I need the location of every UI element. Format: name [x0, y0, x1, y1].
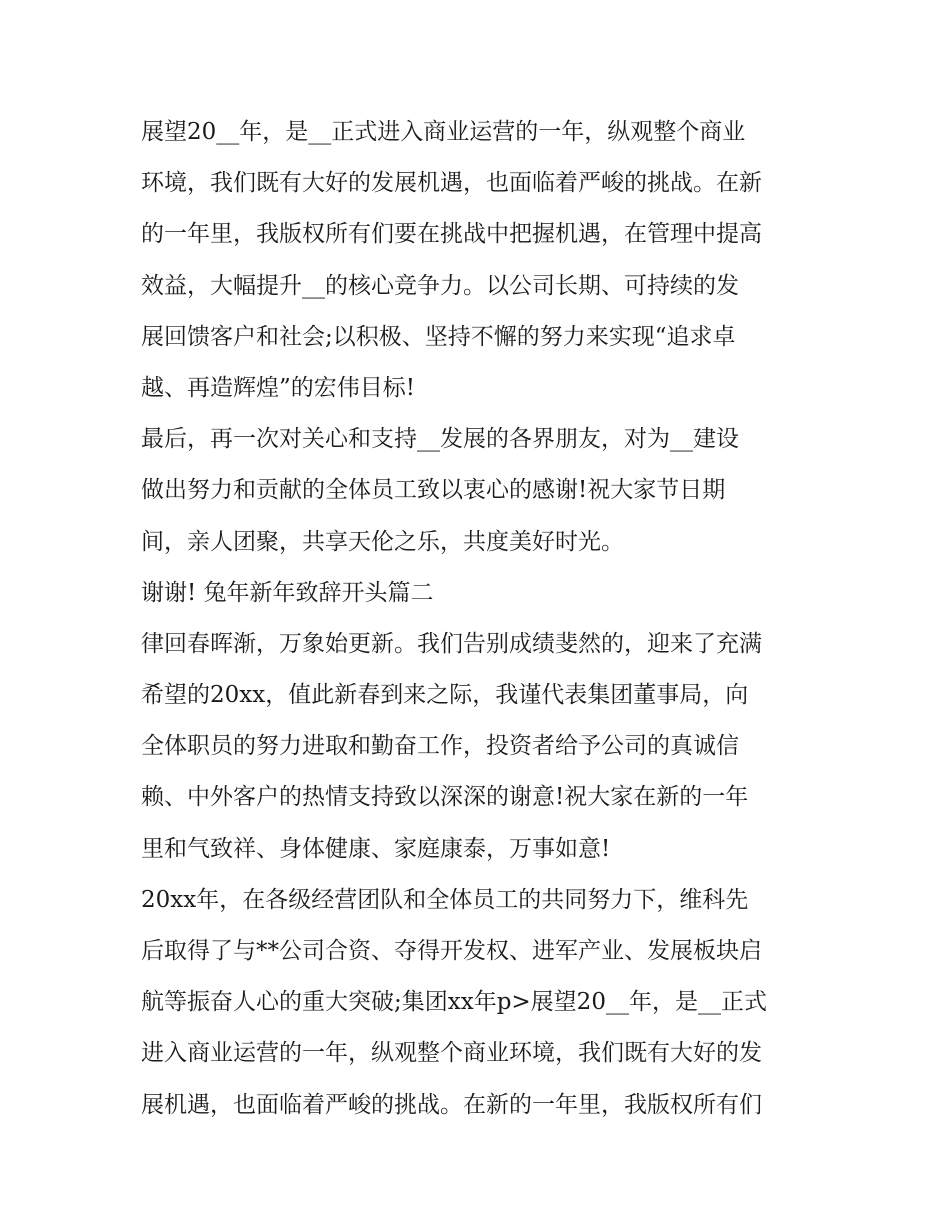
text-line: 里和气致祥、身体健康、家庭康泰，万事如意!: [141, 835, 611, 862]
text-line: 进入商业运营的一年，纵观整个商业环境，我们既有大好的发: [141, 1040, 762, 1067]
text-line: 做出努力和贡献的全体员工致以衷心的感谢!祝大家节日期: [141, 477, 726, 504]
text-line: 间，亲人团聚，共享天伦之乐，共度美好时光。: [141, 528, 624, 555]
text-line: 全体职员的努力进取和勤奋工作，投资者给予公司的真诚信: [141, 733, 739, 760]
text-line: 效益，大幅提升__的核心竞争力。以公司长期、可持续的发: [141, 272, 739, 299]
text-line: 最后，再一次对关心和支持__发展的各界朋友，对为__建设: [141, 426, 739, 453]
text-line: 律回春晖渐，万象始更新。我们告别成绩斐然的，迎来了充满: [141, 630, 762, 657]
text-line: 赖、中外客户的热情支持致以深深的谢意!祝大家在新的一年: [141, 784, 749, 811]
text-line: 展机遇，也面临着严峻的挑战。在新的一年里，我版权所有们: [141, 1091, 762, 1118]
section-heading: 谢谢! 兔年新年致辞开头篇二: [141, 579, 434, 606]
text-line: 展回馈客户和社会;以积极、坚持不懈的努力来实现“追求卓: [141, 323, 736, 350]
text-line: 后取得了与**公司合资、夺得开发权、进军产业、发展板块启: [141, 938, 762, 964]
text-line: 环境，我们既有大好的发展机遇，也面临着严峻的挑战。在新: [141, 170, 762, 197]
text-line: 希望的20xx，值此新春到来之际，我谨代表集团董事局，向: [141, 682, 749, 709]
text-line: 展望20__年，是__正式进入商业运营的一年，纵观整个商业: [141, 119, 746, 145]
text-line: 20xx年，在各级经营团队和全体员工的共同努力下，维科先: [141, 886, 749, 913]
document-body: [141, 107, 831, 1131]
text-line: 越、再造辉煌”的宏伟目标!: [141, 374, 416, 401]
text-line: 的一年里，我版权所有们要在挑战中把握机遇，在管理中提高: [141, 221, 762, 248]
text-line: 航等振奋人心的重大突破;集团xx年p>展望20__年，是__正式: [141, 989, 767, 1016]
